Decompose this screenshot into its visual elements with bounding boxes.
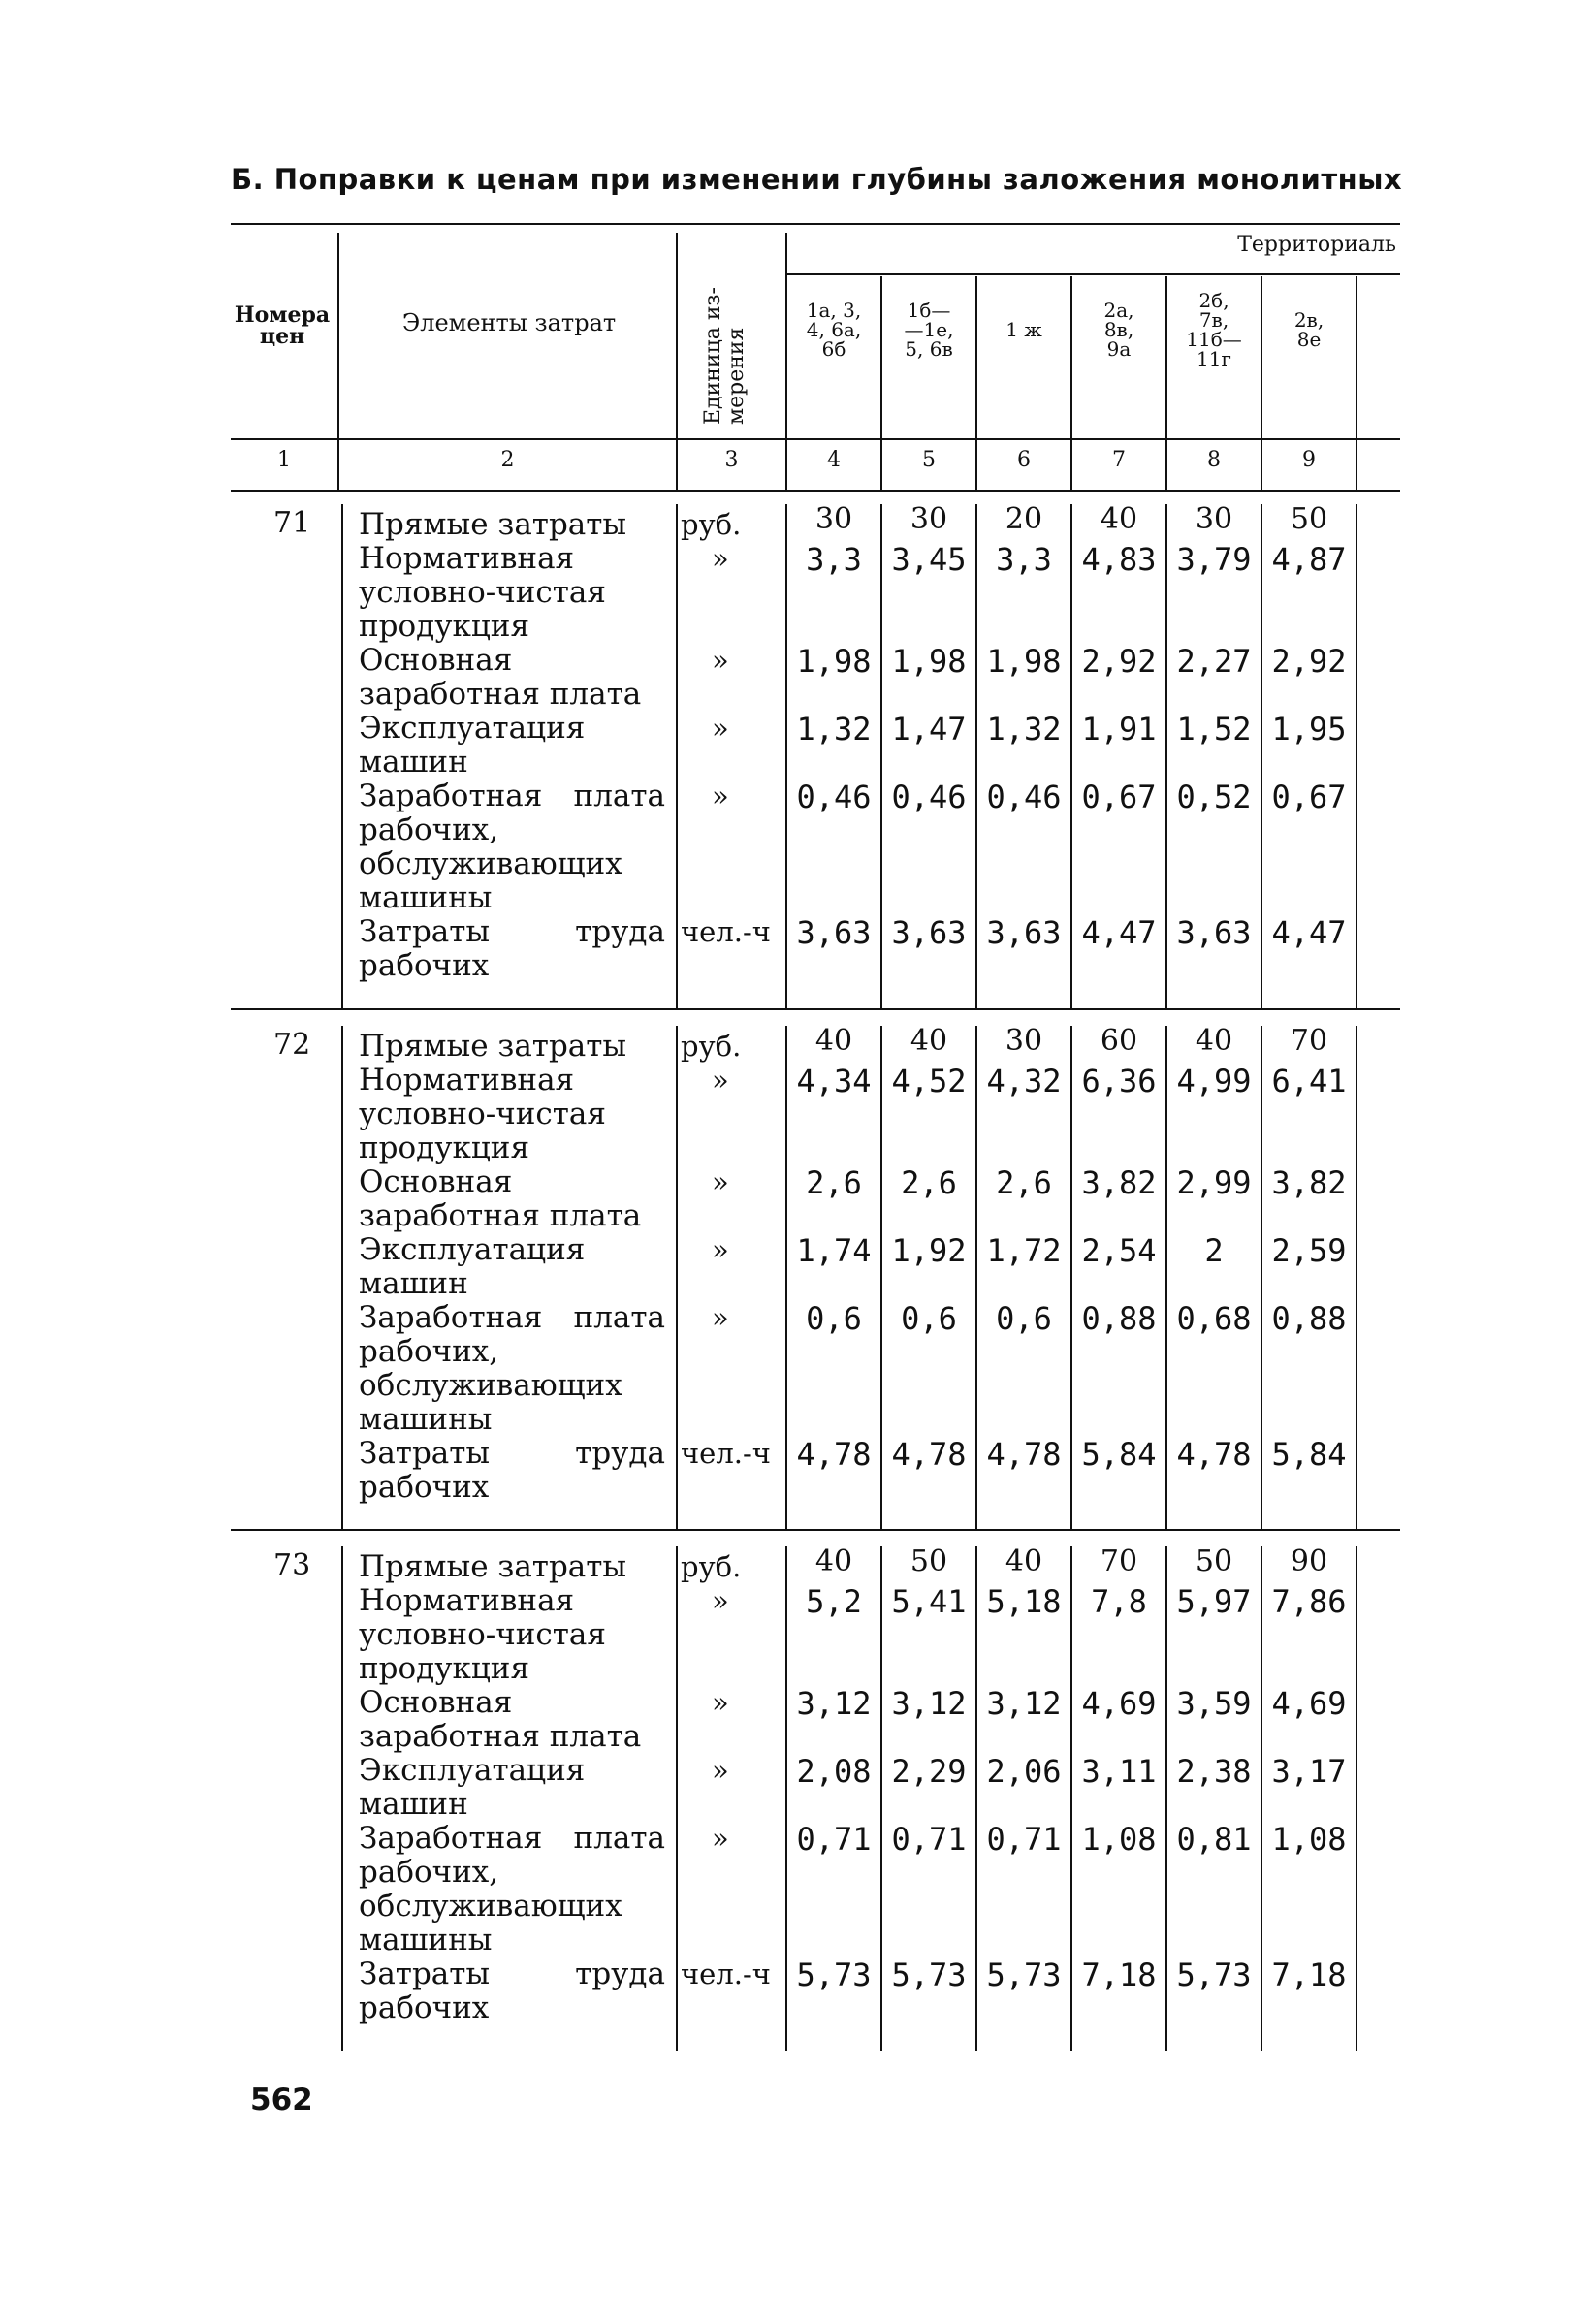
- value-cell: 4,47: [1081, 914, 1157, 951]
- value-cell: 3,63: [891, 914, 967, 951]
- value-cell: 2,06: [986, 1753, 1062, 1790]
- page-number: 562: [250, 2083, 313, 2117]
- price-number: 72: [273, 1028, 311, 1062]
- value-cell: 2,92: [1271, 643, 1347, 680]
- block-vrule: [676, 1546, 678, 2051]
- value-cell: 4,32: [986, 1063, 1062, 1099]
- value-cell: 0,52: [1176, 779, 1252, 815]
- price-number: 71: [273, 506, 311, 540]
- value-cell: 2,27: [1176, 643, 1252, 680]
- column-index: 7: [1112, 448, 1126, 472]
- block-vrule: [676, 1026, 678, 1530]
- value-cell: 1,08: [1081, 1821, 1157, 1858]
- value-cell: 5,84: [1271, 1436, 1347, 1473]
- unit-cell: »: [712, 1233, 729, 1266]
- value-cell: 30: [814, 502, 853, 536]
- cost-element: Основная заработная плата: [359, 1685, 642, 1754]
- value-cell: 30: [1005, 1024, 1043, 1058]
- region-header: [1167, 291, 1261, 368]
- value-cell: 0,88: [1081, 1300, 1157, 1337]
- value-cell: 7,8: [1091, 1583, 1147, 1620]
- unit-cell: »: [712, 542, 729, 575]
- value-cell: 50: [1195, 1544, 1233, 1578]
- value-cell: 1,92: [891, 1232, 967, 1269]
- value-cell: 2: [1204, 1232, 1224, 1269]
- value-cell: 7,86: [1271, 1583, 1347, 1620]
- value-cell: 2,59: [1271, 1232, 1347, 1269]
- value-cell: 0,68: [1176, 1300, 1252, 1337]
- unit-cell: »: [712, 1165, 729, 1198]
- cost-element: Нормативная условно-чистая продукция: [359, 1063, 606, 1165]
- cost-element: Эксплуатация машин: [359, 711, 586, 779]
- region-header-line: 1б—: [907, 299, 951, 322]
- elements-column-header: Элементы затрат: [401, 309, 617, 336]
- value-cell: 4,34: [796, 1063, 872, 1099]
- value-cell: 1,95: [1271, 711, 1347, 747]
- value-cell: 5,73: [1176, 1956, 1252, 1993]
- value-cell: 3,63: [796, 914, 872, 951]
- value-cell: 3,12: [796, 1685, 872, 1722]
- value-cell: 2,38: [1176, 1753, 1252, 1790]
- value-cell: 5,84: [1081, 1436, 1157, 1473]
- value-cell: 6,41: [1271, 1063, 1347, 1099]
- value-cell: 7,18: [1271, 1956, 1347, 1993]
- cost-element: Прямые затраты: [359, 1029, 627, 1064]
- unit-cell: »: [712, 1301, 729, 1334]
- value-cell: 50: [1290, 502, 1328, 536]
- unit-cell: чел.-ч: [681, 1437, 771, 1470]
- value-cell: 4,47: [1271, 914, 1347, 951]
- value-cell: 5,18: [986, 1583, 1062, 1620]
- price-number: 73: [273, 1548, 311, 1582]
- block-vrule: [676, 504, 678, 1008]
- value-cell: 1,98: [796, 643, 872, 680]
- cost-element: Нормативная условно-чистая продукция: [359, 541, 606, 644]
- value-cell: 4,78: [796, 1436, 872, 1473]
- region-header-line: 4, 6а,: [806, 318, 862, 341]
- cost-element: Затраты труда рабочих: [359, 1436, 665, 1505]
- block-vrule: [341, 1026, 343, 1530]
- region-header: [977, 320, 1070, 339]
- value-cell: 50: [910, 1544, 948, 1578]
- unit-column-header: [702, 287, 749, 425]
- value-cell: 3,3: [996, 541, 1052, 578]
- value-cell: 40: [910, 1024, 948, 1058]
- value-cell: 1,98: [986, 643, 1062, 680]
- value-cell: 0,6: [806, 1300, 862, 1337]
- value-cell: 4,99: [1176, 1063, 1252, 1099]
- value-cell: 40: [1100, 502, 1138, 536]
- value-cell: 40: [1195, 1024, 1233, 1058]
- value-cell: 4,78: [1176, 1436, 1252, 1473]
- unit-cell: »: [712, 644, 729, 677]
- region-header-line: 2в,: [1293, 308, 1325, 332]
- value-cell: 1,52: [1176, 711, 1252, 747]
- value-cell: 3,59: [1176, 1685, 1252, 1722]
- block-vrule: [1356, 1026, 1357, 1530]
- value-cell: 7,18: [1081, 1956, 1157, 1993]
- column-index: 1: [277, 448, 291, 472]
- value-cell: 2,6: [996, 1164, 1052, 1201]
- header-vrule: [1356, 276, 1357, 490]
- value-cell: 3,79: [1176, 541, 1252, 578]
- value-cell: 3,63: [986, 914, 1062, 951]
- value-cell: 5,73: [986, 1956, 1062, 1993]
- value-cell: 0,81: [1176, 1821, 1252, 1858]
- value-cell: 2,92: [1081, 643, 1157, 680]
- cost-element: Заработная плата рабочих, обслуживающих машины: [359, 1300, 665, 1437]
- value-cell: 0,88: [1271, 1300, 1347, 1337]
- value-cell: 30: [1195, 502, 1233, 536]
- value-cell: 5,97: [1176, 1583, 1252, 1620]
- value-cell: 70: [1290, 1024, 1328, 1058]
- index-row-rule: [231, 490, 1400, 492]
- value-cell: 0,71: [986, 1821, 1062, 1858]
- value-cell: 4,52: [891, 1063, 967, 1099]
- unit-cell: чел.-ч: [681, 915, 771, 948]
- value-cell: 5,73: [891, 1956, 967, 1993]
- value-cell: 70: [1100, 1544, 1138, 1578]
- value-cell: 3,3: [806, 541, 862, 578]
- value-cell: 2,54: [1081, 1232, 1157, 1269]
- unit-cell: »: [712, 1754, 729, 1787]
- region-header-line: 2а,: [1103, 299, 1134, 322]
- value-cell: 2,6: [806, 1164, 862, 1201]
- region-header: [1072, 301, 1165, 359]
- cost-element: Эксплуатация машин: [359, 1753, 586, 1822]
- value-cell: 1,32: [796, 711, 872, 747]
- value-cell: 1,91: [1081, 711, 1157, 747]
- block-separator-rule: [231, 1008, 1400, 1010]
- cost-element: Заработная плата рабочих, обслуживающих машины: [359, 1821, 665, 1957]
- value-cell: 1,98: [891, 643, 967, 680]
- value-cell: 2,08: [796, 1753, 872, 1790]
- value-cell: 4,78: [891, 1436, 967, 1473]
- block-vrule: [1356, 504, 1357, 1008]
- value-cell: 0,67: [1081, 779, 1157, 815]
- value-cell: 3,63: [1176, 914, 1252, 951]
- unit-cell: »: [712, 1822, 729, 1855]
- unit-cell: руб.: [681, 508, 742, 541]
- block-vrule: [341, 504, 343, 1008]
- value-cell: 5,2: [806, 1583, 862, 1620]
- unit-cell: »: [712, 1686, 729, 1719]
- value-cell: 0,6: [901, 1300, 957, 1337]
- value-cell: 6,36: [1081, 1063, 1157, 1099]
- value-cell: 0,46: [796, 779, 872, 815]
- territorial-rule: [787, 273, 1400, 275]
- unit-cell: »: [712, 779, 729, 812]
- region-header: [1262, 310, 1356, 349]
- page-title: Б. Поправки к ценам при изменении глубины заложения монолитных: [231, 163, 1403, 196]
- block-vrule: [1356, 1546, 1357, 2051]
- cost-element: Прямые затраты: [359, 1549, 627, 1584]
- unit-cell: чел.-ч: [681, 1957, 771, 1990]
- value-cell: 0,71: [796, 1821, 872, 1858]
- region-header-line: 9а: [1106, 337, 1132, 361]
- value-cell: 1,32: [986, 711, 1062, 747]
- cost-element: Затраты труда рабочих: [359, 914, 665, 983]
- territorial-header: Территориаль: [1237, 233, 1396, 257]
- unit-cell: »: [712, 1064, 729, 1097]
- region-header-line: 11г: [1197, 347, 1231, 370]
- value-cell: 40: [814, 1544, 853, 1578]
- value-cell: 3,82: [1081, 1164, 1157, 1201]
- cost-element: Прямые затраты: [359, 507, 627, 542]
- region-header-line: 8в,: [1103, 318, 1134, 341]
- region-header-line: 7в,: [1198, 308, 1229, 332]
- value-cell: 1,72: [986, 1232, 1062, 1269]
- region-header-line: 5, 6в: [905, 337, 953, 361]
- value-cell: 1,74: [796, 1232, 872, 1269]
- value-cell: 3,12: [891, 1685, 967, 1722]
- value-cell: 90: [1290, 1544, 1328, 1578]
- region-header: [787, 301, 880, 359]
- cost-element: Основная заработная плата: [359, 643, 642, 712]
- value-cell: 4,78: [986, 1436, 1062, 1473]
- cost-element: Эксплуатация машин: [359, 1232, 586, 1301]
- value-cell: 3,11: [1081, 1753, 1157, 1790]
- unit-cell: руб.: [681, 1030, 742, 1063]
- value-cell: 60: [1100, 1024, 1138, 1058]
- value-cell: 4,87: [1271, 541, 1347, 578]
- column-index: 6: [1017, 448, 1031, 472]
- value-cell: 2,99: [1176, 1164, 1252, 1201]
- value-cell: 40: [814, 1024, 853, 1058]
- column-index: 2: [500, 448, 515, 472]
- value-cell: 3,45: [891, 541, 967, 578]
- header-top-rule: [231, 223, 1400, 225]
- column-index: 5: [922, 448, 936, 472]
- cost-element: Основная заработная плата: [359, 1164, 642, 1233]
- region-header-line: 8е: [1296, 328, 1322, 351]
- unit-cell: »: [712, 712, 729, 745]
- value-cell: 1,47: [891, 711, 967, 747]
- column-index: 8: [1207, 448, 1221, 472]
- unit-cell: руб.: [681, 1550, 742, 1583]
- region-header-line: 1а, 3,: [806, 299, 862, 322]
- block-separator-rule: [231, 1529, 1400, 1531]
- value-cell: 1,08: [1271, 1821, 1347, 1858]
- unit-header-line: мерения: [724, 327, 749, 425]
- unit-cell: »: [712, 1584, 729, 1617]
- value-cell: 4,83: [1081, 541, 1157, 578]
- value-cell: 2,6: [901, 1164, 957, 1201]
- column-index: 9: [1302, 448, 1316, 472]
- value-cell: 4,69: [1271, 1685, 1347, 1722]
- value-cell: 0,46: [891, 779, 967, 815]
- value-cell: 5,73: [796, 1956, 872, 1993]
- value-cell: 0,46: [986, 779, 1062, 815]
- header-bottom-rule: [231, 438, 1400, 440]
- region-header-line: —1е,: [904, 318, 954, 341]
- value-cell: 3,12: [986, 1685, 1062, 1722]
- cost-element: Затраты труда рабочих: [359, 1956, 665, 2025]
- block-vrule: [341, 1546, 343, 2051]
- value-cell: 4,69: [1081, 1685, 1157, 1722]
- value-cell: 5,41: [891, 1583, 967, 1620]
- value-cell: 2,29: [891, 1753, 967, 1790]
- cost-element: Нормативная условно-чистая продукция: [359, 1583, 606, 1686]
- value-cell: 20: [1005, 502, 1043, 536]
- column-index: 3: [724, 448, 739, 472]
- region-header-line: 6б: [821, 337, 846, 361]
- value-cell: 0,71: [891, 1821, 967, 1858]
- value-cell: 3,17: [1271, 1753, 1347, 1790]
- value-cell: 3,82: [1271, 1164, 1347, 1201]
- cost-element: Заработная плата рабочих, обслуживающих машины: [359, 779, 665, 915]
- value-cell: 0,67: [1271, 779, 1347, 815]
- unit-header-line: Единица из-: [701, 287, 725, 425]
- value-cell: 40: [1005, 1544, 1043, 1578]
- region-header-line: 11б—: [1186, 328, 1242, 351]
- value-cell: 0,6: [996, 1300, 1052, 1337]
- value-cell: 30: [910, 502, 948, 536]
- column-index: 4: [827, 448, 841, 472]
- region-header: [882, 301, 975, 359]
- region-header-line: 2б,: [1198, 289, 1229, 312]
- number-column-header: Номера цен: [234, 302, 331, 349]
- region-header-line: 1 ж: [1005, 318, 1042, 341]
